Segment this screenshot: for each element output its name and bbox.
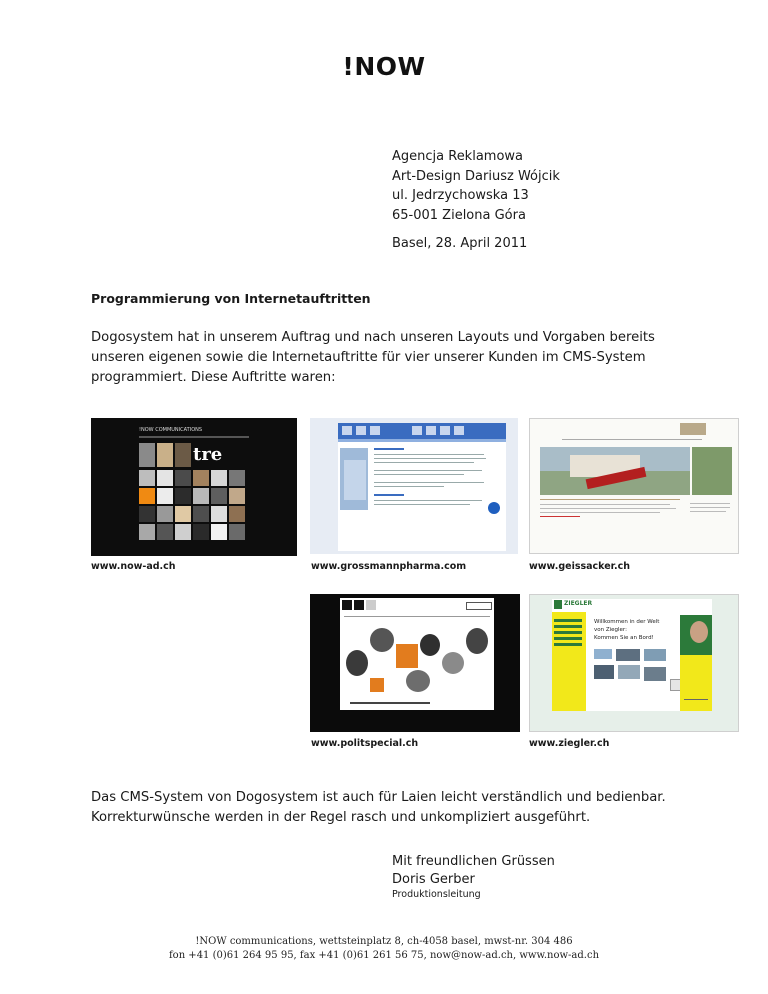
body-paragraph-2: Das CMS-System von Dogosystem ist auch für Laien leicht verständlich und bedienbar. Korrekturwünsche werden in der Regel rasch und unkompliziert ausgeführt. — [91, 790, 666, 825]
body-paragraph-1: Dogosystem hat in unserem Auftrag und nach unseren Layouts und Vorgaben bereits unseren eigenen sowie die Internetauftritte für vier unserer Kunden im CMS-System programmiert. Diese Auftritte waren: — [91, 330, 655, 385]
screenshot-caption: www.grossmannpharma.com — [311, 561, 467, 572]
screenshot-geissacker — [529, 418, 739, 554]
screenshot-ziegler — [529, 594, 739, 732]
recipient-line: ul. Jedrzychowska 13 — [392, 188, 529, 203]
recipient-address — [392, 147, 560, 225]
screenshot-brand: !NOW COMMUNICATIONS — [139, 427, 203, 433]
footer-contact-line: fon +41 (0)61 264 95 95, fax +41 (0)61 261 56 75, now@now-ad.ch, www.now-ad.ch — [168, 950, 600, 961]
signatory-role: Produktionsleitung — [392, 889, 481, 900]
screenshot-headline: von Ziegler: — [594, 627, 627, 633]
recipient-line: 65-001 Zielona Góra — [392, 207, 526, 223]
recipient-line: Art-Design Dariusz Wójcik — [392, 168, 560, 184]
screenshot-politspecial — [310, 594, 520, 732]
company-logo: !NOW — [342, 52, 426, 81]
recipient-line: Agencja Reklamowa — [392, 149, 524, 164]
signatory-name: Doris Gerber — [392, 872, 475, 887]
letter-subject: Programmierung von Internetauftritten — [91, 291, 371, 306]
screenshot-grossmannpharma — [310, 418, 518, 554]
footer-address-line: !NOW communications, wettsteinplatz 8, ch-4058 basel, mwst-nr. 304 486 — [195, 936, 573, 947]
screenshot-caption: www.geissacker.ch — [529, 561, 631, 572]
letter-closing — [392, 853, 555, 901]
screenshot-word: tre — [193, 444, 223, 465]
screenshot-headline: Kommen Sie an Bord! — [594, 635, 654, 641]
screenshot-now-ad — [91, 418, 297, 556]
screenshot-caption: www.politspecial.ch — [311, 738, 419, 749]
screenshot-brand: ZIEGLER — [564, 600, 593, 607]
screenshot-caption: www.ziegler.ch — [529, 738, 610, 749]
screenshot-headline: Willkommen in der Welt — [594, 619, 660, 625]
letter-footer — [0, 935, 768, 963]
screenshot-caption: www.now-ad.ch — [91, 561, 176, 572]
letter-date: Basel, 28. April 2011 — [392, 236, 528, 251]
closing-greeting: Mit freundlichen Grüssen — [392, 854, 555, 869]
